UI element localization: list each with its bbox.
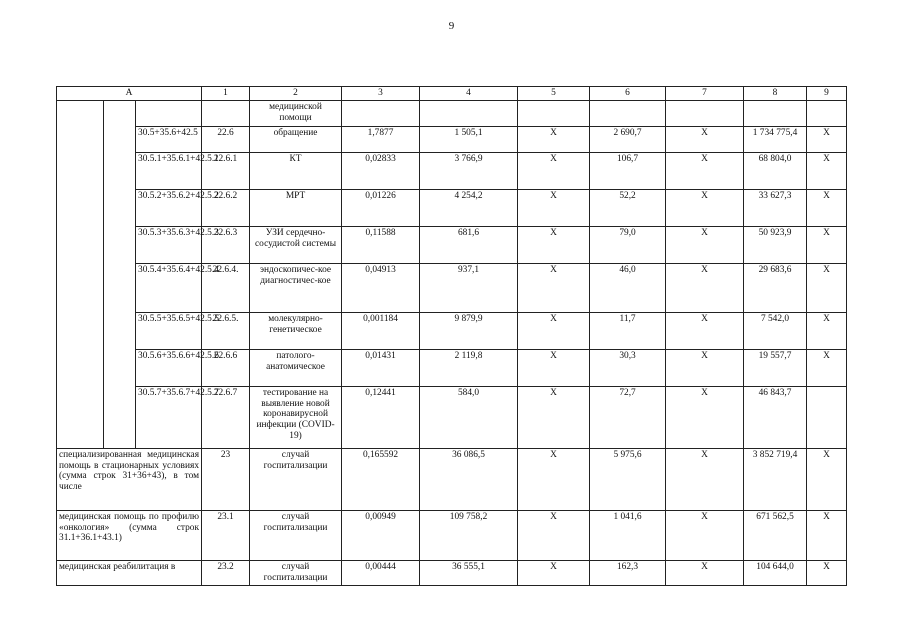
value-cell: [744, 100, 807, 126]
value-cell: 3 766,9: [420, 152, 518, 189]
row-number-cell: 23.1: [202, 510, 250, 560]
value-cell: X: [807, 263, 847, 312]
value-cell: 72,7: [590, 386, 666, 448]
value-cell: X: [666, 448, 744, 510]
unit-cell: медицинской помощи: [250, 100, 342, 126]
value-cell: X: [666, 312, 744, 349]
value-cell: 29 683,6: [744, 263, 807, 312]
value-cell: 0,02833: [342, 152, 420, 189]
row-number-cell: 22.6.2: [202, 189, 250, 226]
table-row: [57, 126, 847, 152]
value-cell: 7 542,0: [744, 312, 807, 349]
row-number-cell: 23: [202, 448, 250, 510]
value-cell: 33 627,3: [744, 189, 807, 226]
value-cell: X: [518, 263, 590, 312]
value-cell: 46 843,7: [744, 386, 807, 448]
code-cell: 30.5+35.6+42.5: [136, 126, 202, 152]
value-cell: X: [666, 349, 744, 386]
unit-cell: эндоскопичес-кое диагностичес-кое: [250, 263, 342, 312]
value-cell: 0,11588: [342, 226, 420, 263]
value-cell: 671 562,5: [744, 510, 807, 560]
unit-cell: КТ: [250, 152, 342, 189]
value-cell: 68 804,0: [744, 152, 807, 189]
value-cell: 2 690,7: [590, 126, 666, 152]
value-cell: 1 505,1: [420, 126, 518, 152]
value-cell: X: [807, 510, 847, 560]
unit-cell: молекулярно-генетическое: [250, 312, 342, 349]
value-cell: 104 644,0: [744, 560, 807, 585]
value-cell: X: [807, 189, 847, 226]
value-cell: X: [518, 349, 590, 386]
value-cell: X: [666, 560, 744, 585]
value-cell: X: [518, 126, 590, 152]
page-number: 9: [448, 20, 455, 32]
table-row: [57, 226, 847, 263]
value-cell: 2 119,8: [420, 349, 518, 386]
value-cell: 0,00949: [342, 510, 420, 560]
value-cell: [666, 100, 744, 126]
value-cell: 681,6: [420, 226, 518, 263]
value-cell: X: [666, 189, 744, 226]
table-row: [57, 312, 847, 349]
blank-cell: [57, 100, 104, 448]
code-cell: [136, 100, 202, 126]
value-cell: X: [666, 386, 744, 448]
value-cell: [807, 100, 847, 126]
row-number-cell: 22.6.5.: [202, 312, 250, 349]
value-cell: [342, 100, 420, 126]
value-cell: X: [518, 312, 590, 349]
code-cell: 30.5.1+35.6.1+42.5.1: [136, 152, 202, 189]
value-cell: X: [807, 448, 847, 510]
value-cell: 5 975,6: [590, 448, 666, 510]
header-row: [57, 87, 847, 101]
value-cell: 0,01226: [342, 189, 420, 226]
value-cell: X: [518, 448, 590, 510]
row-number-cell: 22.6.3: [202, 226, 250, 263]
unit-cell: случай госпитализации: [250, 560, 342, 585]
unit-cell: патолого-анатомическое: [250, 349, 342, 386]
value-cell: 109 758,2: [420, 510, 518, 560]
value-cell: X: [666, 226, 744, 263]
value-cell: X: [807, 226, 847, 263]
value-cell: 0,165592: [342, 448, 420, 510]
value-cell: X: [518, 386, 590, 448]
header-cell-5: 5: [518, 87, 590, 101]
value-cell: X: [807, 349, 847, 386]
unit-cell: тестирование на выявление новой коронавирусной инфекции (COVID-19): [250, 386, 342, 448]
table-row: [57, 510, 847, 560]
value-cell: 79,0: [590, 226, 666, 263]
row-number-cell: 22.6.4.: [202, 263, 250, 312]
value-cell: 0,01431: [342, 349, 420, 386]
row-number-cell: 22.6.1: [202, 152, 250, 189]
value-cell: X: [666, 263, 744, 312]
value-cell: 52,2: [590, 189, 666, 226]
section-label-cell: специализированная медицинская помощь в стационарных условиях (сумма строк 31+36+43), в том числе: [57, 448, 202, 510]
value-cell: 162,3: [590, 560, 666, 585]
table-row: [57, 560, 847, 585]
header-cell-9: 9: [807, 87, 847, 101]
header-cell-3: 3: [342, 87, 420, 101]
value-cell: 0,00444: [342, 560, 420, 585]
table-row: [57, 263, 847, 312]
section-label-cell: медицинская реабилитация в: [57, 560, 202, 585]
value-cell: 19 557,7: [744, 349, 807, 386]
unit-cell: случай госпитализации: [250, 448, 342, 510]
row-number-cell: 22.6: [202, 126, 250, 152]
value-cell: X: [518, 510, 590, 560]
table-row: [57, 349, 847, 386]
section-label-cell: медицинская помощь по профилю «онкология» (сумма строк 31.1+36.1+43.1): [57, 510, 202, 560]
value-cell: X: [666, 510, 744, 560]
table-row: [57, 152, 847, 189]
code-cell: 30.5.4+35.6.4+42.5.4: [136, 263, 202, 312]
value-cell: X: [666, 152, 744, 189]
header-cell-2: 2: [250, 87, 342, 101]
row-number-cell: 23.2: [202, 560, 250, 585]
table-row: [57, 448, 847, 510]
table-row: [57, 100, 847, 126]
value-cell: X: [518, 560, 590, 585]
unit-cell: обращение: [250, 126, 342, 152]
value-cell: X: [518, 189, 590, 226]
value-cell: [420, 100, 518, 126]
header-cell-7: 7: [666, 87, 744, 101]
unit-cell: МРТ: [250, 189, 342, 226]
blank-cell: [104, 100, 136, 448]
row-number-cell: 22.6.6: [202, 349, 250, 386]
value-cell: 106,7: [590, 152, 666, 189]
header-cell-a: А: [57, 87, 202, 101]
value-cell: 9 879,9: [420, 312, 518, 349]
value-cell: X: [518, 152, 590, 189]
value-cell: [518, 100, 590, 126]
code-cell: 30.5.3+35.6.3+42.5.3: [136, 226, 202, 263]
code-cell: 30.5.5+35.6.5+42.5.5: [136, 312, 202, 349]
value-cell: 36 086,5: [420, 448, 518, 510]
value-cell: 4 254,2: [420, 189, 518, 226]
value-cell: 1,7877: [342, 126, 420, 152]
value-cell: X: [518, 226, 590, 263]
code-cell: 30.5.2+35.6.2+42.5.2: [136, 189, 202, 226]
value-cell: 11,7: [590, 312, 666, 349]
value-cell: 1 041,6: [590, 510, 666, 560]
table-row: [57, 189, 847, 226]
value-cell: 0,04913: [342, 263, 420, 312]
value-cell: X: [807, 560, 847, 585]
unit-cell: случай госпитализации: [250, 510, 342, 560]
table-row: [57, 386, 847, 448]
code-cell: 30.5.7+35.6.7+42.5.7: [136, 386, 202, 448]
row-number-cell: 22.6.7: [202, 386, 250, 448]
header-cell-4: 4: [420, 87, 518, 101]
unit-cell: УЗИ сердечно-сосудистой системы: [250, 226, 342, 263]
value-cell: 50 923,9: [744, 226, 807, 263]
value-cell: 36 555,1: [420, 560, 518, 585]
value-cell: X: [807, 152, 847, 189]
value-cell: X: [807, 312, 847, 349]
value-cell: 1 734 775,4: [744, 126, 807, 152]
value-cell: X: [807, 126, 847, 152]
row-number-cell: [202, 100, 250, 126]
value-cell: 937,1: [420, 263, 518, 312]
header-cell-8: 8: [744, 87, 807, 101]
value-cell: [590, 100, 666, 126]
header-cell-1: 1: [202, 87, 250, 101]
code-cell: 30.5.6+35.6.6+42.5.6: [136, 349, 202, 386]
data-table: [56, 86, 847, 586]
value-cell: 0,12441: [342, 386, 420, 448]
value-cell: 584,0: [420, 386, 518, 448]
value-cell: 3 852 719,4: [744, 448, 807, 510]
value-cell: 46,0: [590, 263, 666, 312]
header-cell-6: 6: [590, 87, 666, 101]
value-cell: X: [666, 126, 744, 152]
value-cell: 0,001184: [342, 312, 420, 349]
value-cell: [807, 386, 847, 448]
value-cell: 30,3: [590, 349, 666, 386]
